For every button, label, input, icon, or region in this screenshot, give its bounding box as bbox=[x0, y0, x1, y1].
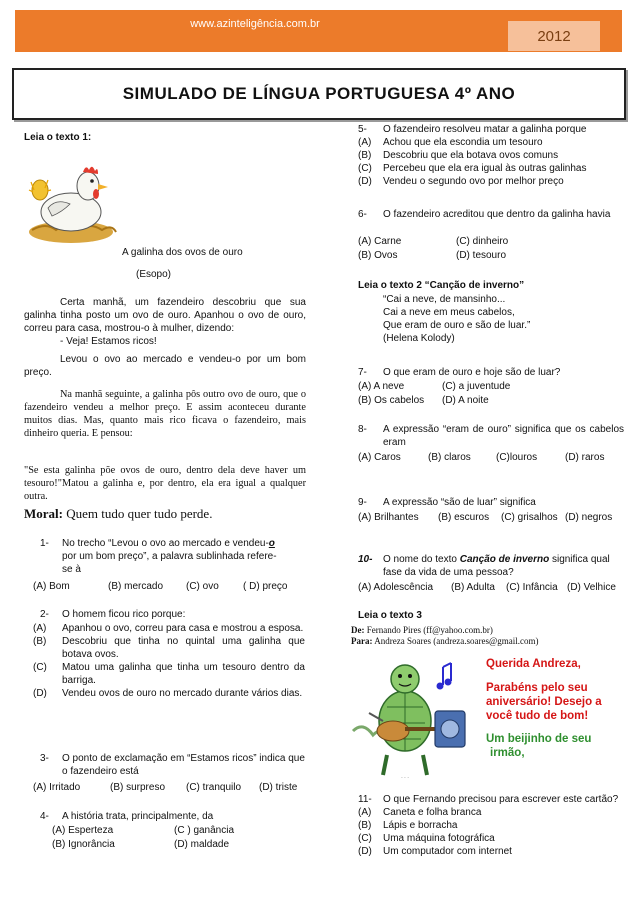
q6-stem: O fazendeiro acreditou que dentro da galinha havia bbox=[383, 209, 611, 220]
q3-option-b[interactable]: (B) surpreso bbox=[110, 782, 166, 793]
q11-number: 11- bbox=[358, 794, 372, 805]
q4-stem: A história trata, principalmente, da bbox=[62, 811, 214, 822]
q9-option-c[interactable]: (C) grisalhos bbox=[501, 512, 558, 523]
q4-options bbox=[52, 824, 292, 854]
q8-number: 8- bbox=[358, 424, 367, 435]
q3-stem: O ponto de exclamação em “Estamos ricos” indica que o fazendeiro está bbox=[62, 753, 305, 777]
poem-line-3: Que eram de ouro e são de luar.” bbox=[383, 320, 531, 331]
q11-option-d[interactable]: (D) Um computador com internet bbox=[358, 846, 512, 857]
q1-number: 1- bbox=[40, 538, 49, 549]
q10-option-d[interactable]: (D) Velhice bbox=[567, 582, 616, 593]
to-value: Andreza Soares (andreza.soares@gmail.com) bbox=[374, 636, 539, 646]
q7-option-b[interactable]: (B) Os cabelos bbox=[358, 395, 425, 406]
from-label: De: bbox=[351, 625, 365, 635]
q9-option-a[interactable]: (A) Brilhantes bbox=[358, 512, 419, 523]
text1-label: Leia o texto 1: bbox=[24, 132, 92, 143]
q7-stem: O que eram de ouro e hoje são de luar? bbox=[383, 367, 561, 378]
q9-stem: A expressão “são de luar” significa bbox=[383, 497, 536, 508]
moral-text: Quem tudo quer tudo perde. bbox=[66, 506, 213, 521]
card-message-line-4: Um beijinho de seu bbox=[486, 733, 592, 745]
q8-option-b[interactable]: (B) claros bbox=[428, 452, 471, 463]
q4-number: 4- bbox=[40, 811, 49, 822]
q11-stem: O que Fernando precisou para escrever este cartão? bbox=[383, 794, 619, 805]
q2-number: 2- bbox=[40, 609, 49, 620]
q9-number: 9- bbox=[358, 497, 367, 508]
q11-option-b[interactable]: (B) Lápis e borracha bbox=[358, 820, 458, 831]
q10-option-a[interactable]: (A) Adolescência bbox=[358, 582, 434, 593]
q6-option-c[interactable]: (C) dinheiro bbox=[456, 236, 509, 247]
hen-illustration bbox=[26, 160, 126, 245]
q1-option-c[interactable]: (C) ovo bbox=[186, 581, 219, 592]
q8-option-c[interactable]: (C)louros bbox=[496, 452, 538, 463]
q10-stem-b: significa qual fase da vida de uma pessoa? bbox=[383, 554, 610, 578]
story-paragraph-5: "Se esta galinha põe ovos de ouro, dentro dela deve haver um tesouro!"Matou a galinha e, por dentro, ela era igual a qualquer outra. bbox=[24, 465, 306, 502]
question-7 bbox=[358, 366, 560, 379]
q10-options bbox=[358, 581, 624, 595]
moral-label: Moral: bbox=[24, 506, 63, 521]
text2-label: Leia o texto 2 “Canção de inverno” bbox=[358, 280, 525, 291]
q10-option-b[interactable]: (B) Adulta bbox=[451, 582, 495, 593]
q1-option-b[interactable]: (B) mercado bbox=[108, 581, 164, 592]
q10-stem-a: O nome do texto bbox=[383, 554, 460, 565]
svg-text:· · ·: · · · bbox=[401, 775, 409, 781]
q7-option-c[interactable]: (C) a juventude bbox=[442, 381, 511, 392]
q5-stem: O fazendeiro resolveu matar a galinha porque bbox=[383, 124, 587, 135]
q5-option-d[interactable]: (D) Vendeu o segundo ovo por melhor preço bbox=[358, 176, 564, 187]
q7-options bbox=[358, 380, 578, 408]
q3-option-a[interactable]: (A) Irritado bbox=[33, 782, 81, 793]
to-label: Para: bbox=[351, 636, 373, 646]
q2-stem: O homem ficou rico porque: bbox=[62, 609, 186, 620]
q2-options bbox=[33, 622, 305, 700]
q3-option-c[interactable]: (C) tranquilo bbox=[186, 782, 242, 793]
q7-number: 7- bbox=[358, 367, 367, 378]
card-message-line-3: você tudo de bom! bbox=[486, 710, 589, 722]
q2-option-d[interactable]: (D) Vendeu ovos de ouro no mercado durante vários dias. bbox=[33, 688, 303, 699]
question-11 bbox=[358, 793, 624, 858]
q1-stem-a: No trecho “Levou o ovo ao mercado e vendeu- bbox=[62, 538, 269, 549]
q5-option-a[interactable]: (A) Achou que ela escondia um tesouro bbox=[358, 137, 543, 148]
birthday-card bbox=[343, 625, 624, 785]
poem-author: (Helena Kolody) bbox=[383, 333, 455, 344]
q4-option-a[interactable]: (A) Esperteza bbox=[52, 825, 114, 836]
q5-option-b[interactable]: (B) Descobriu que ela botava ovos comuns bbox=[358, 150, 559, 161]
q9-option-d[interactable]: (D) negros bbox=[565, 512, 613, 523]
email-header bbox=[351, 625, 538, 647]
q11-option-a[interactable]: (A) Caneta e folha branca bbox=[358, 807, 482, 818]
page-title: SIMULADO DE LÍNGUA PORTUGUESA 4º ANO bbox=[122, 84, 516, 103]
question-1 bbox=[40, 537, 306, 576]
from-value: Fernando Pires (ff@yahoo.com.br) bbox=[366, 625, 493, 635]
q9-options bbox=[358, 511, 624, 525]
question-10 bbox=[358, 553, 624, 579]
question-9 bbox=[358, 496, 536, 509]
q7-option-a[interactable]: (A) A neve bbox=[358, 381, 405, 392]
card-message-line-2: aniversário! Desejo a bbox=[486, 696, 602, 708]
turtle-guitar-illustration bbox=[343, 651, 483, 785]
question-5 bbox=[358, 123, 624, 188]
question-3 bbox=[40, 752, 306, 778]
q10-option-c[interactable]: (C) Infância bbox=[506, 582, 558, 593]
poem bbox=[383, 293, 530, 345]
story-paragraph-1: Certa manhã, um fazendeiro descobriu que sua galinha tinha posto um ovo de ouro. Apanhou o ovo de ouro, correu para casa, mostrou-o à mulher, dizendo: bbox=[24, 297, 306, 334]
poem-line-1: “Cai a neve, de mansinho... bbox=[383, 294, 506, 305]
q3-number: 3- bbox=[40, 753, 49, 764]
q9-option-b[interactable]: (B) escuros bbox=[438, 512, 490, 523]
q6-option-d[interactable]: (D) tesouro bbox=[456, 250, 507, 261]
moral bbox=[24, 506, 212, 522]
story-title: A galinha dos ovos de ouro bbox=[122, 247, 243, 258]
card-greeting: Querida Andreza, bbox=[486, 658, 581, 670]
q8-option-a[interactable]: (A) Caros bbox=[358, 452, 401, 463]
q1-option-d[interactable]: ( D) preço bbox=[243, 581, 288, 592]
q2-option-a[interactable]: (A) Apanhou o ovo, correu para casa e mostrou a esposa. bbox=[33, 623, 304, 634]
q5-option-c[interactable]: (C) Percebeu que ela era igual às outras galinhas bbox=[358, 163, 587, 174]
card-message bbox=[486, 657, 626, 760]
q6-option-b[interactable]: (B) Ovos bbox=[358, 250, 398, 261]
q1-underlined-word: o bbox=[268, 538, 275, 549]
q10-text-title: Canção de inverno bbox=[459, 554, 550, 565]
q1-stem-b: por um bom preço”, a palavra sublinhada refere- bbox=[62, 551, 277, 562]
story-author: (Esopo) bbox=[136, 269, 172, 280]
q8-option-d[interactable]: (D) raros bbox=[565, 452, 605, 463]
story-paragraph-3: Levou o ovo ao mercado e vendeu-o por um bom preço. bbox=[24, 354, 306, 378]
q1-stem-c: se à bbox=[62, 564, 81, 575]
q6-option-a[interactable]: (A) Carne bbox=[358, 236, 402, 247]
year-badge: 2012 bbox=[508, 21, 600, 51]
q6-number: 6- bbox=[358, 209, 367, 220]
story-paragraph-4: Na manhã seguinte, a galinha pôs outro ovo de ouro, que o fazendeiro vendeu a melhor preço. E assim aconteceu durante muitos dias. Mas, quanto mais rico ficava o fazendeiro, mais dinheiro queria. E pensou: bbox=[24, 389, 306, 439]
poem-line-2: Cai a neve em meus cabelos, bbox=[383, 307, 515, 318]
q10-number: 10- bbox=[358, 554, 373, 565]
q6-options bbox=[358, 235, 558, 263]
q7-option-d[interactable]: (D) A noite bbox=[442, 395, 489, 406]
q5-number: 5- bbox=[358, 124, 367, 135]
q8-stem: A expressão “eram de ouro” significa que os cabelos eram bbox=[383, 424, 624, 448]
q11-option-c[interactable]: (C) Uma máquina fotográfica bbox=[358, 833, 495, 844]
q2-option-b[interactable]: (B) Descobriu que tinha no quintal uma galinha que botava ovos. bbox=[33, 636, 305, 660]
q3-option-d[interactable]: (D) triste bbox=[259, 782, 298, 793]
question-8 bbox=[358, 423, 624, 449]
site-url[interactable]: www.azinteligência.com.br bbox=[190, 18, 320, 30]
q4-option-d[interactable]: (D) maldade bbox=[174, 839, 230, 850]
story-paragraph-2: - Veja! Estamos ricos! bbox=[60, 336, 157, 347]
q4-option-c[interactable]: (C ) ganância bbox=[174, 825, 235, 836]
q1-option-a[interactable]: (A) Bom bbox=[33, 581, 70, 592]
q4-option-b[interactable]: (B) Ignorância bbox=[52, 839, 115, 850]
q8-options bbox=[358, 451, 624, 465]
q2-option-c[interactable]: (C) Matou uma galinha que tinha um tesouro dentro da barriga. bbox=[33, 662, 305, 686]
question-6 bbox=[358, 208, 624, 221]
text3-label: Leia o texto 3 bbox=[358, 610, 422, 621]
card-message-line-1: Parabéns pelo seu bbox=[486, 682, 588, 694]
card-message-line-5: irmão, bbox=[490, 747, 525, 759]
question-2 bbox=[40, 608, 185, 621]
question-4 bbox=[40, 810, 213, 823]
